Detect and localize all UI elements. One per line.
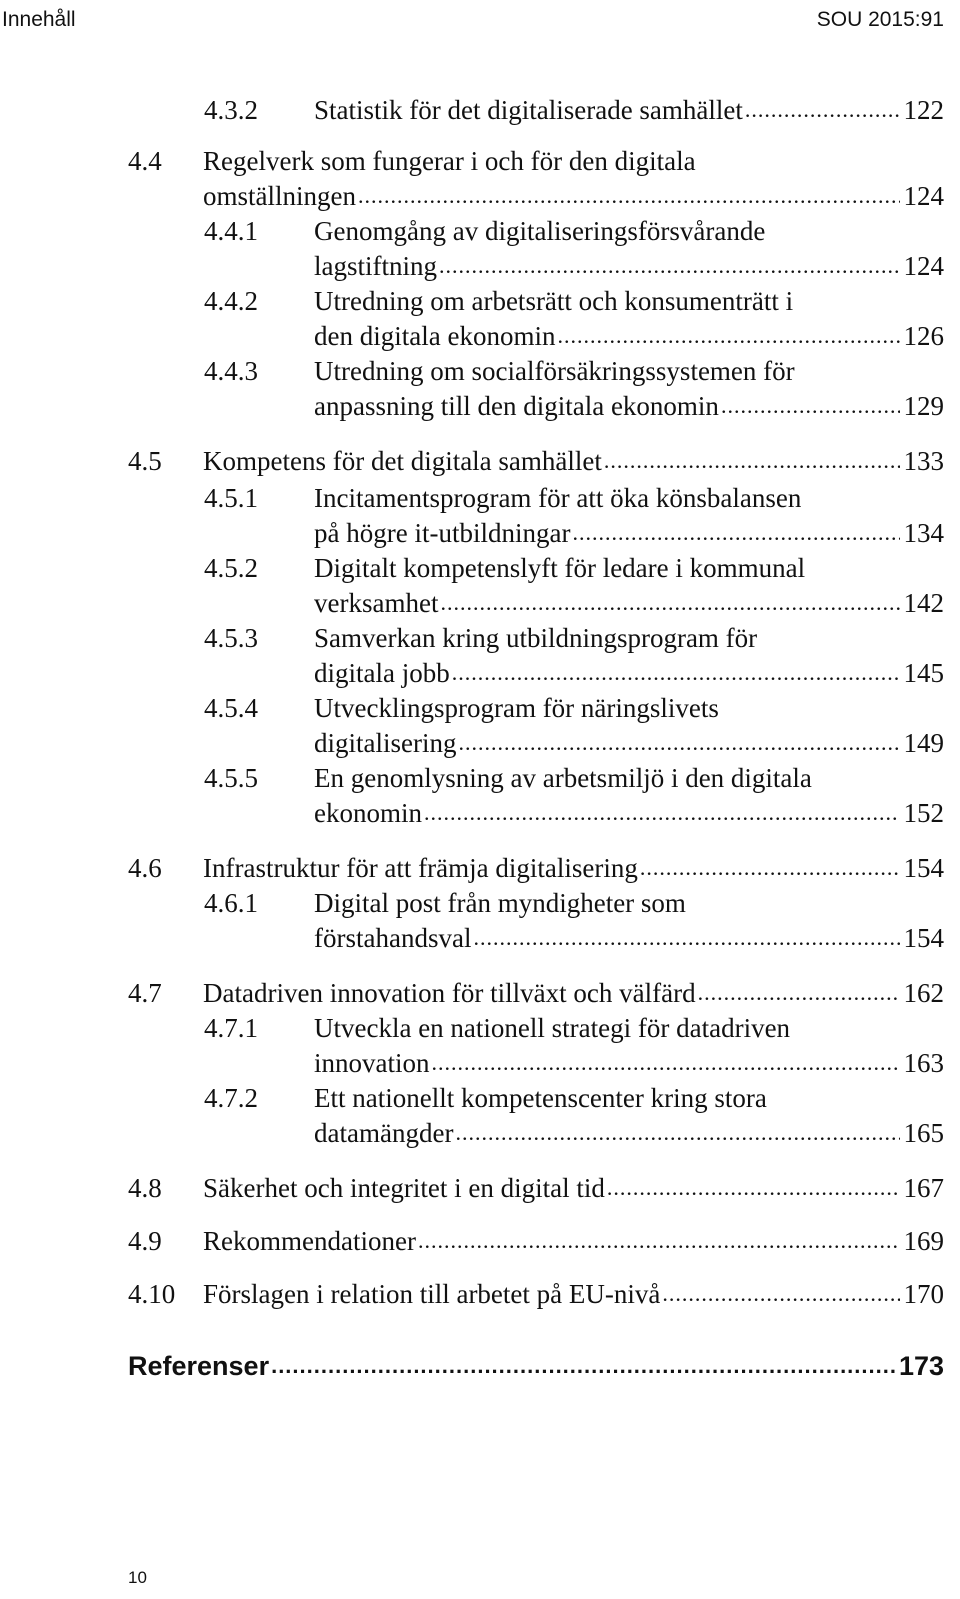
dot-leader [604, 443, 900, 479]
dot-leader [271, 1348, 895, 1384]
dot-leader [440, 585, 899, 621]
toc-entry-number: 4.9 [128, 1226, 162, 1256]
toc-entry-number: 4.4 [128, 146, 162, 176]
dot-leader [452, 655, 900, 691]
toc-entry-title: ekonomin [314, 798, 422, 828]
toc-entry-title-line1: Ett nationellt kompetenscenter kring stora [314, 1083, 767, 1113]
toc-entry-number: 4.6.1 [204, 888, 258, 918]
toc-entry-title: Kompetens för det digitala samhället [203, 446, 602, 476]
toc-entry-title: digitala jobb [314, 658, 450, 688]
dot-leader [358, 178, 900, 214]
toc-entry-page: 129 [903, 391, 944, 421]
header-section-title: Innehåll [2, 8, 76, 31]
toc-entry-number: 4.5.5 [204, 763, 258, 793]
page-number: 10 [128, 1568, 147, 1587]
toc-entry-title-line1: Samverkan kring utbildningsprogram för [314, 623, 758, 653]
dot-leader [572, 515, 899, 551]
toc-entry-number: 4.4.2 [204, 286, 258, 316]
toc-entry-title: anpassning till den digitala ekonomin [314, 391, 719, 421]
toc-entry-number: 4.5.4 [204, 693, 258, 723]
toc-entry-page: 149 [903, 728, 944, 758]
header-report-id: SOU 2015:91 [816, 8, 944, 31]
dot-leader [662, 1276, 899, 1312]
toc-entry-page: 124 [903, 181, 944, 211]
dot-leader [607, 1170, 900, 1206]
toc-entry-number: 4.5.3 [204, 623, 258, 653]
dot-leader [640, 850, 900, 886]
dot-leader [557, 318, 899, 354]
dot-leader [424, 795, 900, 831]
toc-entry-page: 169 [903, 1226, 944, 1256]
toc-entry-number: 4.6 [128, 853, 162, 883]
toc-entry-title-line1: Utredning om socialförsäkringssystemen för [314, 356, 795, 386]
toc-entry-title-line1: Digital post från myndigheter som [314, 888, 686, 918]
toc-entry-references[interactable] [128, 1348, 944, 1384]
toc-entry-number: 4.7.2 [204, 1083, 258, 1113]
toc-entry-title-line1: En genomlysning av arbetsmiljö i den digitala [314, 763, 812, 793]
dot-leader [432, 1045, 900, 1081]
toc-entry-page: 152 [903, 798, 944, 828]
toc-entry-title: Statistik för det digitaliserade samhället [314, 95, 743, 125]
toc-entry-title: lagstiftning [314, 251, 437, 281]
toc-entry-page: 170 [903, 1279, 944, 1309]
toc-entry-number: 4.10 [128, 1279, 176, 1309]
toc-entry-title-line1: Utvecklingsprogram för näringslivets [314, 693, 719, 723]
toc-entry-title: på högre it-utbildningar [314, 518, 571, 548]
toc-entry-page: 134 [903, 518, 944, 548]
dot-leader [745, 92, 900, 128]
dot-leader [698, 975, 900, 1011]
toc-entry-page: 163 [903, 1048, 944, 1078]
toc-entry-page: 126 [903, 321, 944, 351]
toc-entry-title: omställningen [203, 181, 356, 211]
references-title: Referenser [128, 1351, 270, 1381]
toc-entry-page: 162 [903, 978, 944, 1008]
toc-entry-number: 4.5 [128, 446, 162, 476]
toc-entry-title: verksamhet [314, 588, 439, 618]
toc-entry-number: 4.8 [128, 1173, 162, 1203]
toc-entry-number: 4.7 [128, 978, 162, 1008]
toc-entry-title-line1: Incitamentsprogram för att öka könsbalansen [314, 483, 802, 513]
toc-entry-title: Rekommendationer [203, 1226, 416, 1256]
toc-entry-number: 4.3.2 [204, 95, 258, 125]
toc-entry-title: den digitala ekonomin [314, 321, 556, 351]
toc-entry-title: datamängder [314, 1118, 454, 1148]
toc-entry-title-line1: Regelverk som fungerar i och för den digitala [203, 146, 696, 176]
dot-leader [458, 725, 899, 761]
toc-entry-page: 154 [903, 923, 944, 953]
toc-entry-page: 124 [903, 251, 944, 281]
toc-entry-title-line1: Utveckla en nationell strategi för datadriven [314, 1013, 791, 1043]
toc-entry-page: 133 [903, 446, 944, 476]
dot-leader [455, 1115, 899, 1151]
toc-entry-title-line1: Genomgång av digitaliseringsförsvårande [314, 216, 766, 246]
toc-entry-page: 165 [903, 1118, 944, 1148]
toc-entry-page: 145 [903, 658, 944, 688]
toc-entry-number: 4.5.1 [204, 483, 258, 513]
toc-entry-title: Förslagen i relation till arbetet på EU-nivå [203, 1279, 661, 1309]
toc-entry-number: 4.4.1 [204, 216, 258, 246]
dot-leader [721, 388, 900, 424]
toc-entry-page: 167 [903, 1173, 944, 1203]
toc-entry-title-line1: Digitalt kompetenslyft för ledare i kommunal [314, 553, 806, 583]
dot-leader [418, 1223, 900, 1259]
toc-entry-title: Infrastruktur för att främja digitalisering [203, 853, 638, 883]
toc-entry-number: 4.7.1 [204, 1013, 258, 1043]
toc-entry-title: digitalisering [314, 728, 457, 758]
references-page: 173 [898, 1351, 944, 1381]
toc-entry-title: Säkerhet och integritet i en digital tid [203, 1173, 605, 1203]
toc-entry-page: 142 [903, 588, 944, 618]
toc-entry-title-line1: Utredning om arbetsrätt och konsumenträtt i [314, 286, 794, 316]
toc-entry-number: 4.4.3 [204, 356, 258, 386]
dot-leader [439, 248, 900, 284]
toc-entry-page: 154 [903, 853, 944, 883]
toc-entry-title: innovation [314, 1048, 430, 1078]
toc-entry-title: förstahandsval [314, 923, 472, 953]
dot-leader [473, 920, 899, 956]
toc-entry-page: 122 [903, 95, 944, 125]
toc-entry-title: Datadriven innovation för tillväxt och välfärd [203, 978, 696, 1008]
toc-entry-number: 4.5.2 [204, 553, 258, 583]
